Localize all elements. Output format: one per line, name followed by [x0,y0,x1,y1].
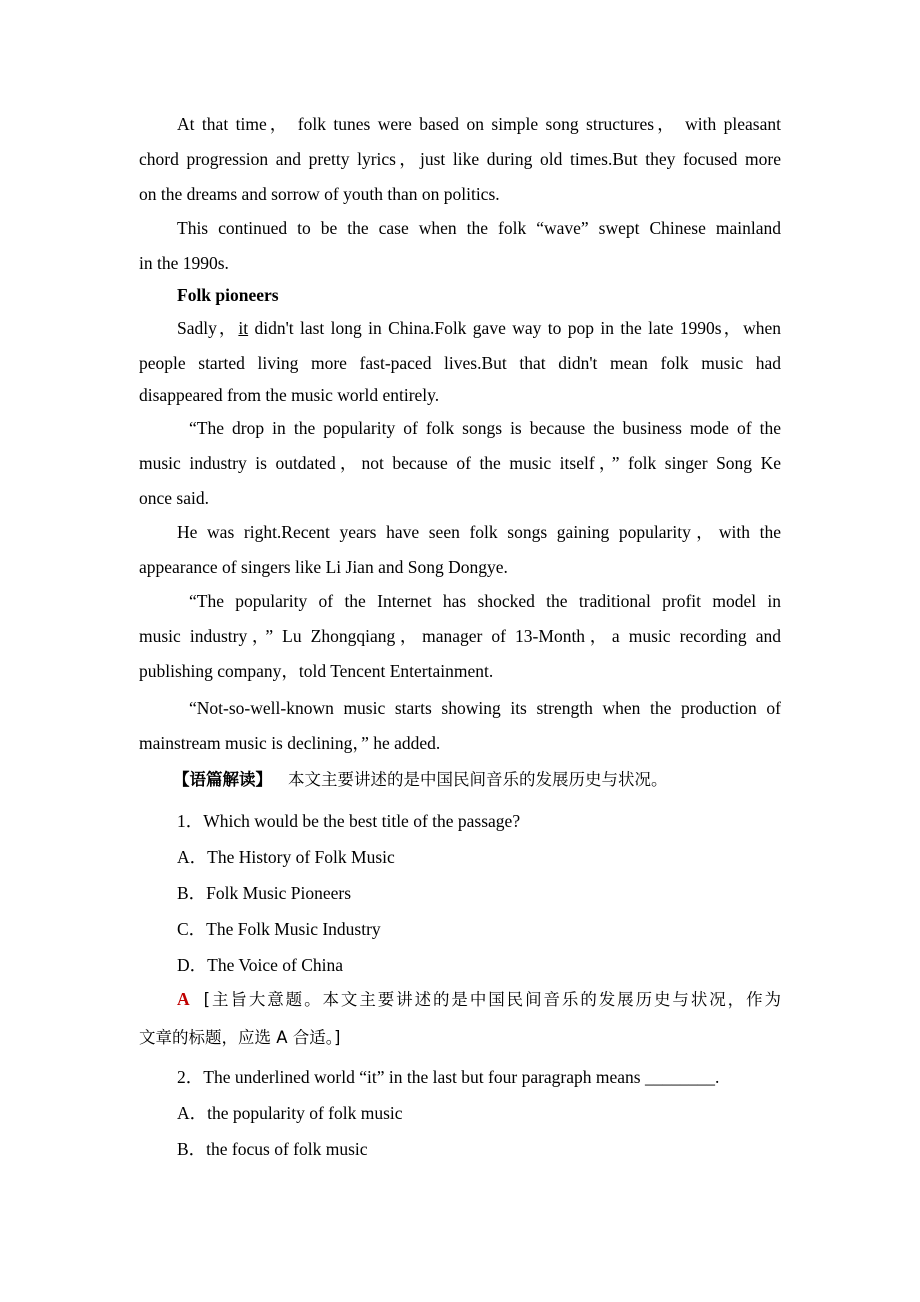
paragraph-line: This continued to be the case when the folk “wave” swept Chinese mainland [177,218,781,238]
option-b: B．Folk Music Pioneers [177,883,352,903]
explanation-text: [主旨大意题。本文主要讲述的是中国民间音乐的发展历史与状况，作为 [203,990,781,1009]
paragraph-3 [139,311,781,413]
paragraph-line: mainstream music is declining，” he added. [139,733,441,753]
text-run: didn't last long in China.Folk gave way to pop in the late 1990s，when [248,318,781,338]
question-1 [139,804,781,984]
paragraph-line: chord progression and pretty lyrics，just like during old times.But they focused more [139,149,781,169]
explanation-line: 文章的标题，应选 A 合适。] [139,1028,341,1047]
section-heading [139,278,781,313]
answer-letter: A [177,989,190,1009]
option-a: A．The History of Folk Music [177,847,395,867]
explanation-line [139,982,781,1020]
analysis-label: 【语篇解读】 [173,770,272,789]
paragraph-line: music industry is outdated，not because of the music itself，” folk singer Song Ke [139,453,781,473]
analysis-text: 本文主要讲述的是中国民间音乐的发展历史与状况。 [288,770,668,789]
paragraph-1 [139,107,781,212]
paragraph-5 [139,515,781,585]
paragraph-6 [139,584,781,689]
question-1-answer [139,982,781,1058]
paragraph-line: disappeared from the music world entirely. [139,385,440,405]
option-c: C．The Folk Music Industry [177,919,381,939]
paragraph-2 [139,211,781,281]
paragraph-line: “The drop in the popularity of folk songs is because the business mode of the [189,418,781,438]
paragraph-line: music industry，” Lu Zhongqiang，manager of 13-Month，a music recording and [139,626,781,646]
paragraph-4 [139,411,781,516]
question-2 [139,1060,781,1168]
paragraph-line: “Not-so-well-known music starts showing its strength when the production of [189,698,781,718]
paragraph-line: people started living more fast-paced lives.But that didn't mean folk music had [139,353,781,373]
paragraph-line: once said. [139,488,209,508]
question-stem: 2．The underlined world “it” in the last but four paragraph means ________. [177,1067,720,1087]
paragraph-line: appearance of singers like Li Jian and Song Dongye. [139,557,508,577]
option-d: D．The Voice of China [177,955,344,975]
paragraph-7 [139,691,781,761]
option-a: A．the popularity of folk music [177,1103,403,1123]
question-stem: 1．Which would be the best title of the passage? [177,811,521,831]
paragraph-line: At that time， folk tunes were based on simple song structures， with pleasant [177,114,781,134]
option-b: B．the focus of folk music [177,1139,368,1159]
text-run: Sadly， [177,318,239,338]
underlined-it: it [238,318,249,338]
paragraph-line: He was right.Recent years have seen folk songs gaining popularity，with the [177,522,781,542]
paragraph-line [139,311,781,346]
analysis-line [139,762,781,797]
paragraph-line: “The popularity of the Internet has shocked the traditional profit model in [189,591,781,611]
paragraph-line: on the dreams and sorrow of youth than on politics. [139,184,500,204]
heading-text: Folk pioneers [177,285,279,305]
passage-analysis [139,762,781,797]
paragraph-line: in the 1990s. [139,253,229,273]
paragraph-line: publishing company，told Tencent Entertainment. [139,661,494,681]
